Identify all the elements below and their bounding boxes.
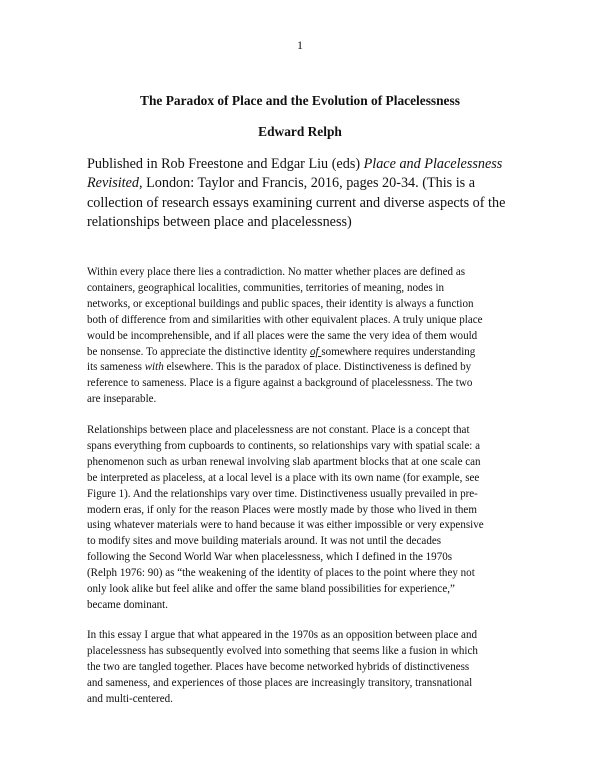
paragraph-line: and multi-centered.	[87, 692, 173, 705]
paragraph-line: using whatever materials were to hand because it was either impossible or very expensive	[87, 519, 484, 532]
book-title-part1: Place and Placelessness	[363, 156, 503, 172]
paragraph-line: networks, or exceptional buildings and public spaces, their identity is always a function	[87, 297, 474, 310]
publication-note	[87, 155, 527, 233]
paragraph-line: be interpreted as placeless, at a local level is a place with its own name (for example, see	[87, 471, 480, 484]
paragraph-line: Relationships between place and placelessness are not constant. Place is a concept that	[87, 424, 470, 436]
paragraph-line: would be incomprehensible, and if all places were the same the very idea of them would	[87, 329, 478, 342]
paragraph-line: placelessness has subsequently evolved into something that seems like a fusion in which	[87, 644, 478, 657]
author-name: Edward Relph	[258, 124, 342, 139]
body-paragraph-3	[87, 628, 515, 708]
book-title-part2: Revisited	[87, 175, 139, 192]
body-paragraph-1	[87, 265, 515, 408]
paragraph-line: phenomenon such as urban renewal involving slab apartment blocks that at one scale can	[87, 455, 481, 468]
paragraph-line: Figure 1). And the relationships vary over time. Distinctiveness usually prevailed in pre-	[87, 487, 478, 500]
paragraph-line: (Relph 1976: 90) as “the weakening of the identity of places to the point where they not	[87, 567, 475, 580]
paragraph-line: its sameness with elsewhere. This is the paradox of place. Distinctiveness is defined by	[87, 361, 472, 374]
publication-note-line: Published in Rob Freestone and Edgar Liu (eds) Place and Placelessness	[87, 156, 503, 172]
publication-note-line: Revisited, London: Taylor and Francis, 2016, pages 20-34. (This is a	[87, 175, 476, 192]
paragraph-line: and sameness, and experiences of those places are increasingly transitory, transnational	[87, 676, 473, 689]
paragraph-line: following the Second World War when placelessness, which I defined in the 1970s	[87, 551, 453, 564]
page-number: 1	[297, 38, 303, 52]
paragraph-line: reference to sameness. Place is a figure against a background of placelessness. The two	[87, 377, 473, 390]
paragraph-line: became dominant.	[87, 598, 168, 611]
publication-note-line: collection of research essays examining current and diverse aspects of the	[87, 194, 506, 211]
body-paragraph-2	[87, 423, 515, 614]
paragraph-line: modern eras, if only for the reason Places were mostly made by those who lived in them	[87, 503, 477, 516]
paragraph-line: spans everything from cupboards to continents, so relationships vary with spatial scale: a	[87, 439, 480, 452]
paragraph-line: be nonsense. To appreciate the distinctive identity of somewhere requires understanding	[87, 345, 476, 358]
paragraph-line: to modify sites and move building materials around. It was not until the decades	[87, 535, 442, 548]
paragraph-line: only look alike but feel alike and offer the same bland possibilities for experience,”	[87, 583, 455, 596]
paragraph-line: In this essay I argue that what appeared in the 1970s as an opposition between place and	[87, 629, 478, 641]
publication-note-line: relationships between place and placelessness)	[87, 214, 352, 231]
paragraph-line: are inseparable.	[87, 393, 157, 406]
emphasis-with: with	[144, 361, 164, 374]
emphasis-of: of	[309, 345, 322, 358]
paragraph-line: Within every place there lies a contradiction. No matter whether places are defined as	[87, 266, 466, 278]
paper-title: The Paradox of Place and the Evolution of Placelessness	[140, 93, 460, 108]
paragraph-line: containers, geographical localities, communities, territories of meaning, nodes in	[87, 281, 445, 294]
paragraph-line: the two are tangled together. Places have become networked hybrids of distinctiveness	[87, 660, 470, 673]
paragraph-line: both of difference from and similarities with other equivalent places. A truly unique place	[87, 313, 483, 326]
